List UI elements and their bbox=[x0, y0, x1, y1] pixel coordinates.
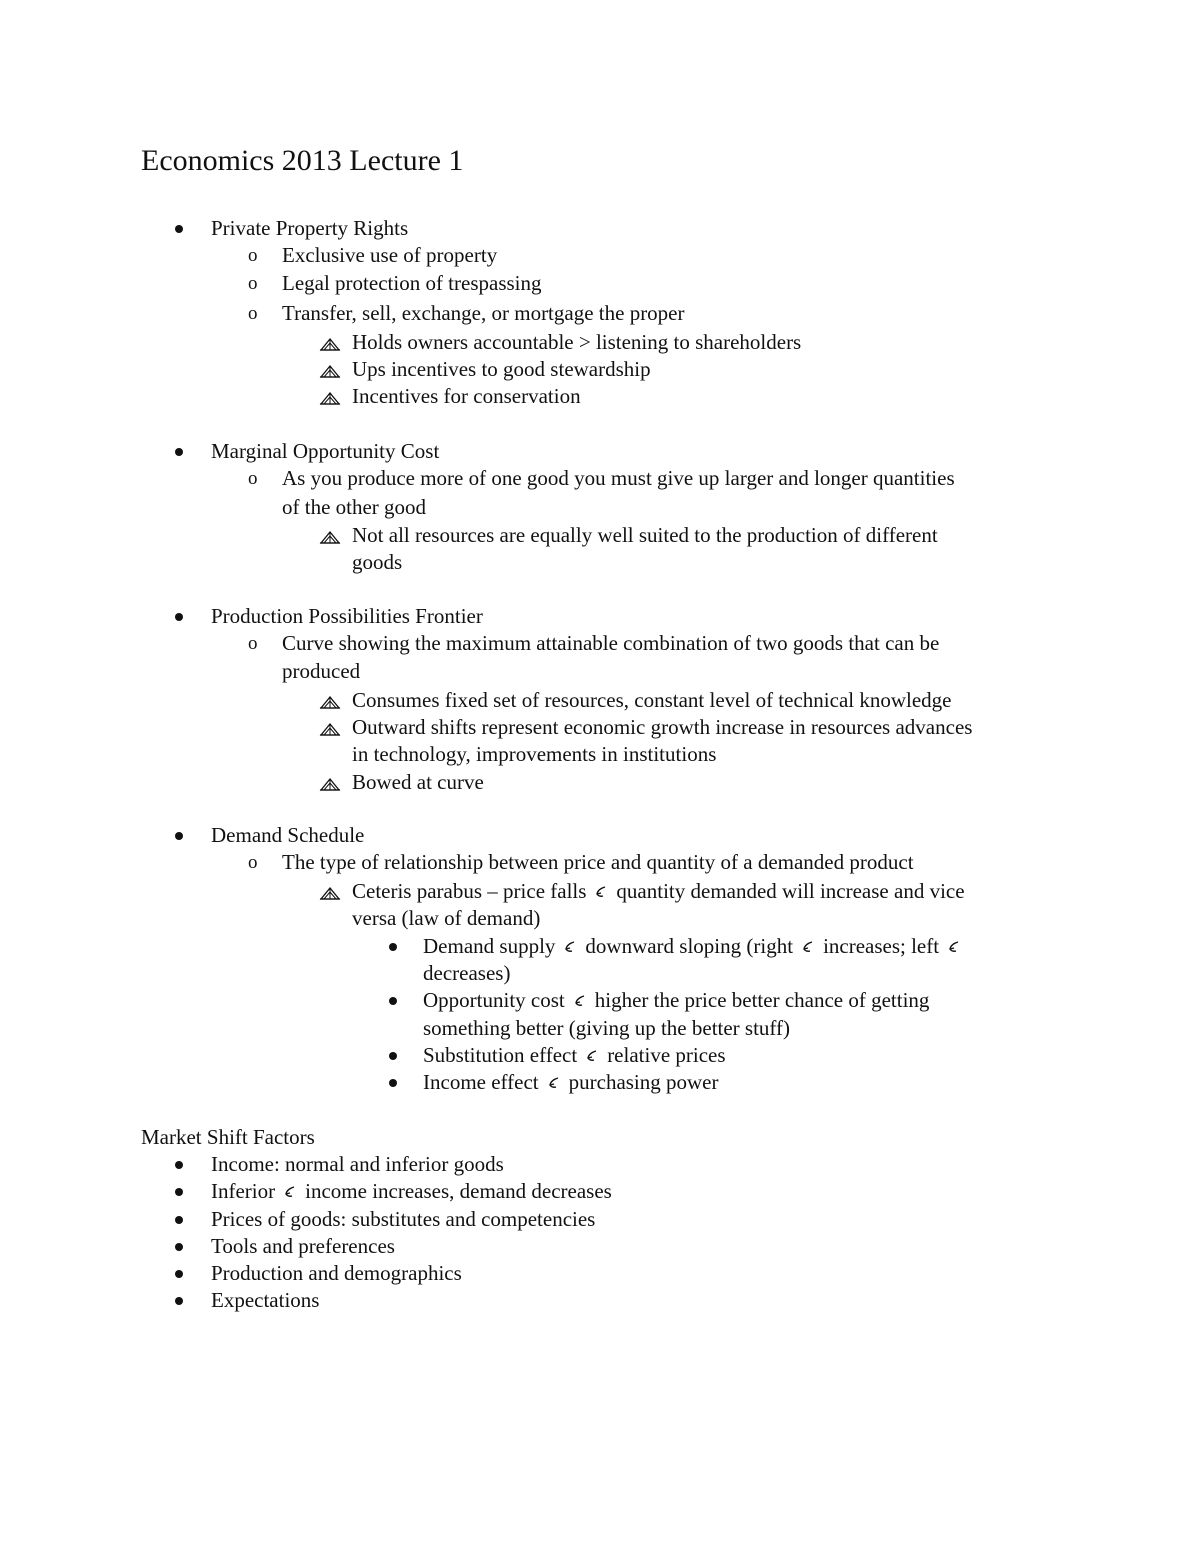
list-item-continuation: goods bbox=[352, 550, 403, 574]
bullet-icon bbox=[175, 448, 183, 456]
wingdings-umbrella-icon bbox=[319, 721, 341, 737]
circle-bullet-icon: o bbox=[248, 245, 258, 266]
list-item-text: relative prices bbox=[607, 1043, 726, 1067]
wingdings-arrow-icon bbox=[585, 1049, 599, 1063]
bullet-icon bbox=[389, 943, 397, 951]
circle-bullet-icon: o bbox=[248, 273, 258, 294]
wingdings-umbrella-icon bbox=[319, 363, 341, 379]
wingdings-arrow-icon bbox=[594, 885, 608, 899]
list-item: Prices of goods: substitutes and competencies bbox=[211, 1207, 596, 1231]
list-item-text: quantity demanded will increase and vice bbox=[616, 879, 965, 903]
list-item-text: Income effect bbox=[423, 1070, 539, 1094]
list-item: Holds owners accountable > listening to shareholders bbox=[352, 330, 802, 354]
bullet-icon bbox=[175, 613, 183, 621]
list-item: Consumes fixed set of resources, constant level of technical knowledge bbox=[352, 688, 952, 712]
list-item-text: higher the price better chance of getting bbox=[594, 988, 930, 1012]
list-item-continuation: produced bbox=[282, 659, 361, 683]
bullet-icon bbox=[389, 1079, 397, 1087]
bullet-icon bbox=[175, 1216, 183, 1224]
bullet-icon bbox=[175, 1270, 183, 1278]
list-item bbox=[423, 1042, 726, 1069]
wingdings-arrow-icon bbox=[547, 1076, 561, 1090]
list-item: Production and demographics bbox=[211, 1261, 462, 1285]
list-item: Not all resources are equally well suited to the production of different bbox=[352, 523, 938, 547]
list-item: Expectations bbox=[211, 1288, 320, 1312]
section-heading: Production Possibilities Frontier bbox=[211, 604, 483, 628]
list-item: The type of relationship between price and quantity of a demanded product bbox=[282, 850, 914, 874]
list-item bbox=[352, 878, 965, 905]
section-heading: Marginal Opportunity Cost bbox=[211, 439, 440, 463]
list-item-continuation: of the other good bbox=[282, 495, 427, 519]
list-item-continuation: decreases) bbox=[423, 961, 511, 985]
list-item-text: Opportunity cost bbox=[423, 988, 565, 1012]
section-heading: Private Property Rights bbox=[211, 216, 409, 240]
list-item: Transfer, sell, exchange, or mortgage the proper bbox=[282, 301, 685, 325]
list-item: As you produce more of one good you must give up larger and longer quantities bbox=[282, 466, 955, 490]
circle-bullet-icon: o bbox=[248, 303, 258, 324]
wingdings-umbrella-icon bbox=[319, 390, 341, 406]
list-item: Exclusive use of property bbox=[282, 243, 498, 267]
list-item-text: purchasing power bbox=[568, 1070, 719, 1094]
page-title: Economics 2013 Lecture 1 bbox=[141, 144, 464, 177]
bullet-icon bbox=[389, 997, 397, 1005]
wingdings-arrow-icon bbox=[283, 1185, 297, 1199]
list-item: Curve showing the maximum attainable combination of two goods that can be bbox=[282, 631, 940, 655]
wingdings-umbrella-icon bbox=[319, 885, 341, 901]
list-item-text: Demand supply bbox=[423, 934, 556, 958]
bullet-icon bbox=[175, 225, 183, 233]
list-item-text: Inferior bbox=[211, 1179, 276, 1203]
list-item-text: Substitution effect bbox=[423, 1043, 578, 1067]
market-heading: Market Shift Factors bbox=[141, 1125, 315, 1149]
list-item: Ups incentives to good stewardship bbox=[352, 357, 651, 381]
circle-bullet-icon: o bbox=[248, 633, 258, 654]
wingdings-umbrella-icon bbox=[319, 776, 341, 792]
bullet-icon bbox=[175, 1243, 183, 1251]
list-item bbox=[211, 1178, 612, 1205]
bullet-icon bbox=[389, 1052, 397, 1060]
list-item: Income: normal and inferior goods bbox=[211, 1152, 504, 1176]
bullet-icon bbox=[175, 1161, 183, 1169]
list-item: Outward shifts represent economic growth increase in resources advances bbox=[352, 715, 973, 739]
wingdings-umbrella-icon bbox=[319, 336, 341, 352]
list-item-continuation: versa (law of demand) bbox=[352, 906, 541, 930]
list-item: Incentives for conservation bbox=[352, 384, 581, 408]
wingdings-arrow-icon bbox=[801, 940, 815, 954]
section-heading: Demand Schedule bbox=[211, 823, 365, 847]
list-item-text: increases; left bbox=[823, 934, 940, 958]
bullet-icon bbox=[175, 1297, 183, 1305]
list-item: Legal protection of trespassing bbox=[282, 271, 542, 295]
list-item-continuation: something better (giving up the better stuff) bbox=[423, 1016, 791, 1040]
list-item bbox=[423, 933, 969, 960]
list-item-text: Ceteris parabus – price falls bbox=[352, 879, 587, 903]
bullet-icon bbox=[175, 1188, 183, 1196]
wingdings-arrow-icon bbox=[947, 940, 961, 954]
circle-bullet-icon: o bbox=[248, 852, 258, 873]
wingdings-umbrella-icon bbox=[319, 694, 341, 710]
list-item-text: income increases, demand decreases bbox=[305, 1179, 612, 1203]
list-item bbox=[423, 987, 929, 1014]
list-item-text: downward sloping (right bbox=[585, 934, 794, 958]
bullet-icon bbox=[175, 832, 183, 840]
list-item-continuation: in technology, improvements in institutions bbox=[352, 742, 717, 766]
list-item: Tools and preferences bbox=[211, 1234, 395, 1258]
wingdings-arrow-icon bbox=[573, 994, 587, 1008]
circle-bullet-icon: o bbox=[248, 468, 258, 489]
wingdings-arrow-icon bbox=[563, 940, 577, 954]
wingdings-umbrella-icon bbox=[319, 529, 341, 545]
list-item bbox=[423, 1069, 719, 1096]
list-item: Bowed at curve bbox=[352, 770, 484, 794]
